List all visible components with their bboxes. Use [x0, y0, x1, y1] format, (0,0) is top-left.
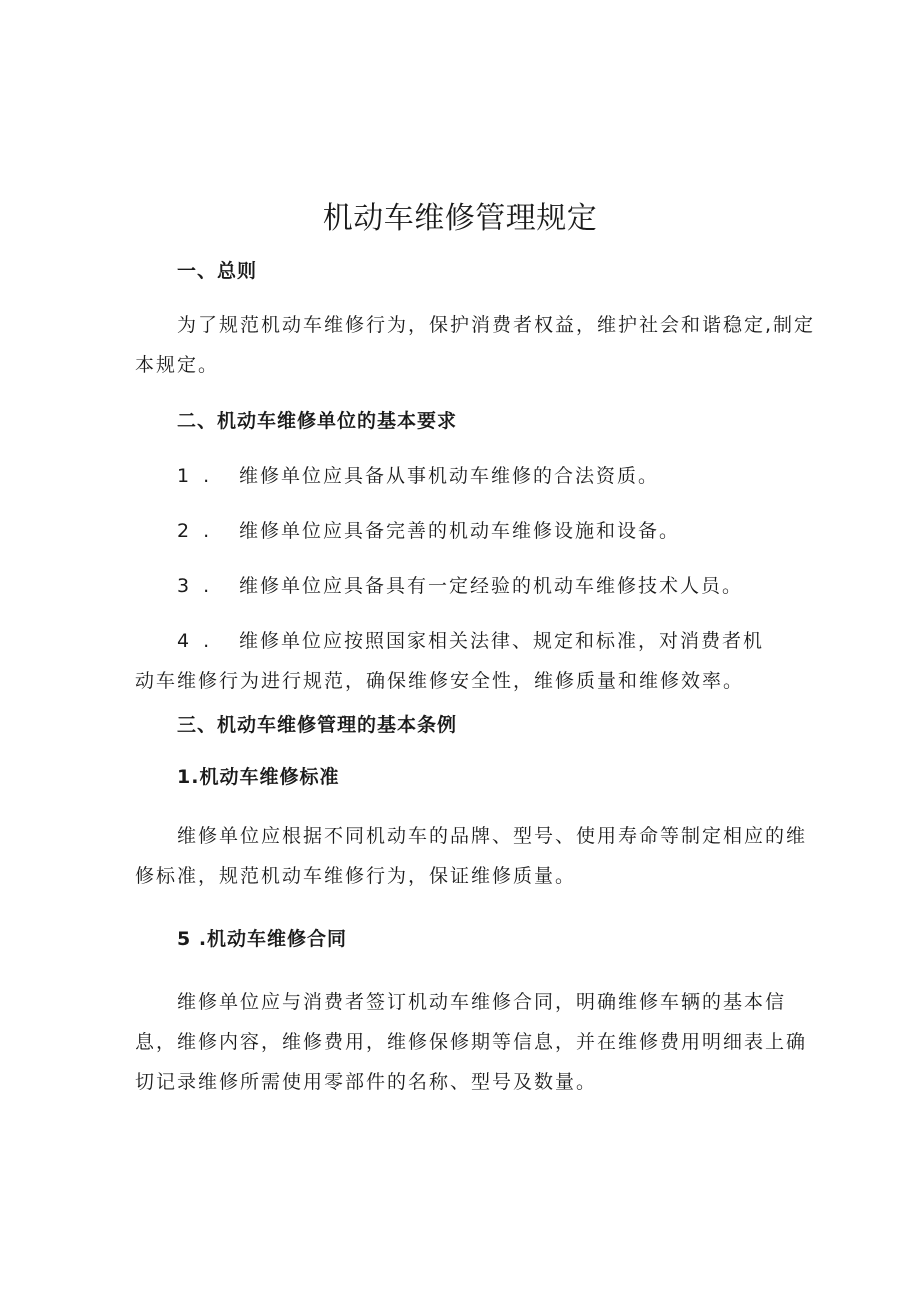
item-number: 4 . — [177, 630, 214, 652]
section-1-paragraph-line-2: 本规定。 — [135, 354, 220, 376]
subsection-2-paragraph-line-2: 息，维修内容，维修费用，维修保修期等信息，并在维修费用明细表上确 — [135, 1031, 808, 1053]
section-2-heading: 二、机动车维修单位的基本要求 — [177, 410, 458, 432]
subsection-2-paragraph-line-1: 维修单位应与消费者签订机动车维修合同，明确维修车辆的基本信 — [177, 991, 787, 1013]
item-text: 维修单位应具备具有一定经验的机动车维修技术人员。 — [239, 575, 744, 597]
item-number: 2 . — [177, 520, 214, 542]
requirement-item-4 — [177, 626, 764, 653]
requirement-item-4-continuation: 动车维修行为进行规范，确保维修安全性，维修质量和维修效率。 — [135, 670, 745, 692]
requirement-item-1 — [177, 461, 659, 488]
section-3-heading: 三、机动车维修管理的基本条例 — [177, 714, 458, 736]
item-text: 维修单位应按照国家相关法律、规定和标准，对消费者机 — [239, 630, 765, 652]
subsection-1-paragraph-line-2: 修标准，规范机动车维修行为，保证维修质量。 — [135, 865, 577, 887]
item-number: 3 . — [177, 575, 214, 597]
subsection-2-paragraph-line-3: 切记录维修所需使用零部件的名称、型号及数量。 — [135, 1071, 598, 1093]
item-text: 维修单位应具备完善的机动车维修设施和设备。 — [239, 520, 681, 542]
section-1-paragraph-line-1: 为了规范机动车维修行为，保护消费者权益，维护社会和谐稳定,制定 — [177, 314, 816, 336]
subsection-1-paragraph-line-1: 维修单位应根据不同机动车的品牌、型号、使用寿命等制定相应的维 — [177, 825, 808, 847]
item-text: 维修单位应具备从事机动车维修的合法资质。 — [239, 465, 660, 487]
subsection-2-heading: 5 .机动车维修合同 — [177, 928, 348, 950]
item-number: 1 . — [177, 465, 214, 487]
document-title: 机动车维修管理规定 — [322, 201, 598, 236]
subsection-1-heading: 1.机动车维修标准 — [177, 766, 340, 788]
requirement-item-2 — [177, 516, 680, 543]
requirement-item-3 — [177, 571, 743, 598]
section-1-heading: 一、总则 — [177, 260, 258, 282]
